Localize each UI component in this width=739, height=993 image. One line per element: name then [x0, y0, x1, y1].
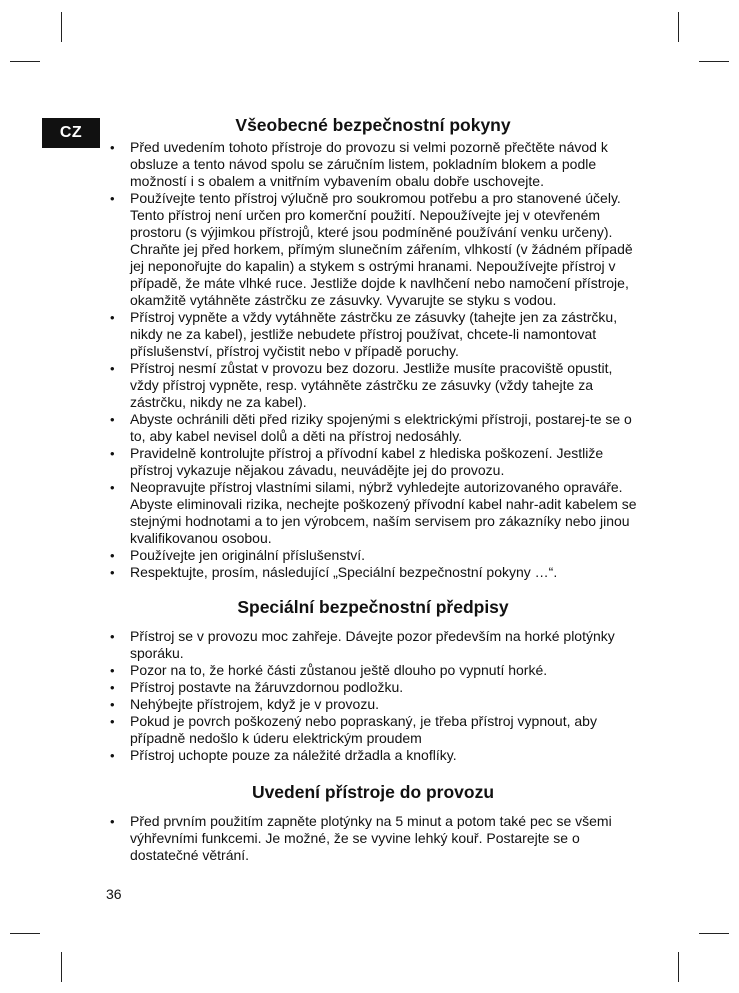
list-item: [108, 628, 638, 662]
bullet-icon: •: [110, 697, 115, 712]
item-text: Před uvedením tohoto přístroje do provozu si velmi pozorně přečtěte návod k obsluze a tento návod spolu se záručním listem, pokladním blokem a podle možností i s obalem a vnitřním vybavením obalu dobře uschovejte.: [130, 139, 608, 189]
list-item: [108, 813, 638, 864]
list-item: [108, 360, 638, 411]
bullet-icon: •: [110, 748, 115, 763]
list-item: [108, 190, 638, 309]
special-safety-section: [108, 596, 638, 764]
bullet-icon: •: [110, 714, 115, 729]
list-item: [108, 411, 638, 445]
list-item: [108, 564, 638, 581]
item-text: Nehýbejte přístrojem, když je v provozu.: [130, 696, 379, 712]
item-text: Používejte jen originální příslušenství.: [130, 547, 366, 563]
section-title: Všeobecné bezpečnostní pokyny: [235, 115, 511, 135]
item-text: Přístroj vypněte a vždy vytáhněte zástrčku ze zásuvky (tahejte jen za zástrčku, nikdy ne za kabel), jestliže nebudete přístroj používat, chcete-li namontovat příslušenství, přístroj vyčistit nebo v případě poruchy.: [130, 309, 618, 359]
crop-mark: [61, 952, 62, 982]
item-text: Používejte tento přístroj výlučně pro soukromou potřebu a pro stanovené účely. Tento přístroj není určen pro komerční použití. Nepoužívejte jej v otevřeném prostoru (s výjimkou přístrojů, které jsou podmíněné používání venku určeny). Chraňte jej před horkem, přímým slunečním zářením, vlhkostí (v žádném případě jej neponořujte do kapalin) a stykem s ostrými hranami. Nepoužívejte přístroj v případě, že máte vlhké ruce. Jestliže dojde k navlhčení nebo namočení přístroje, okamžitě vytáhněte zástrčku ze zásuvky. Vyvarujte se styku s vodou.: [130, 190, 633, 308]
list-item: [108, 445, 638, 479]
crop-mark: [699, 61, 729, 62]
bullet-icon: •: [110, 361, 115, 376]
bullet-icon: •: [110, 480, 115, 495]
section-title: Uvedení přístroje do provozu: [251, 782, 495, 802]
list-item: [108, 547, 638, 564]
bullet-icon: •: [110, 629, 115, 644]
bullet-icon: •: [110, 565, 115, 580]
page-number: 36: [106, 886, 122, 902]
item-text: Přístroj nesmí zůstat v provozu bez dozoru. Jestliže musíte pracoviště opustit, vždy přístroj vypněte, resp. vytáhněte zástrčku ze zásuvky (vždy tahejte za zástrčku, nikdy ne za kabel).: [130, 360, 613, 410]
item-text: Přístroj postavte na žáruvzdornou podložku.: [130, 679, 404, 695]
item-text: Pravidelně kontrolujte přístroj a přívodní kabel z hlediska poškození. Jestliže přístroj vykazuje nějakou závadu, neuvádějte jej do provozu.: [130, 445, 604, 478]
bullet-icon: •: [110, 140, 115, 155]
item-text: Přístroj uchopte pouze za náležité držadla a knoflíky.: [130, 747, 457, 763]
bullet-icon: •: [110, 814, 115, 829]
item-text: Před prvním použitím zapněte plotýnky na 5 minut a potom také pec se všemi výhřevními funkcemi. Je možné, že se vyvine lehký kouř. Postarejte se o dostatečné větrání.: [130, 813, 612, 863]
crop-mark: [10, 61, 40, 62]
crop-mark: [678, 12, 679, 42]
bullet-icon: •: [110, 310, 115, 325]
list-item: [108, 662, 638, 679]
crop-mark: [699, 933, 729, 934]
bullet-icon: •: [110, 663, 115, 678]
crop-mark: [678, 952, 679, 982]
item-text: Pokud je povrch poškozený nebo popraskaný, je třeba přístroj vypnout, aby případně nedošlo k úderu elektrickým proudem: [130, 713, 597, 746]
general-safety-section: [108, 114, 638, 581]
page-content: [108, 114, 638, 864]
item-text: Neopravujte přístroj vlastními silami, nýbrž vyhledejte autorizovaného opraváře. Abyste eliminovali rizika, nechejte poškozený přívodní kabel nahr-adit kabelem se stejnými hodnotami a to jen výrobcem, naším servisem pro zákazníky nebo jinou kvalifikovanou osobou.: [130, 479, 637, 546]
item-text: Pozor na to, že horké části zůstanou ještě dlouho po vypnutí horké.: [130, 662, 548, 678]
list-item: [108, 747, 638, 764]
list-item: [108, 696, 638, 713]
list-item: [108, 139, 638, 190]
list-item: [108, 479, 638, 547]
crop-mark: [10, 933, 40, 934]
list-item: [108, 679, 638, 696]
list-item: [108, 309, 638, 360]
crop-mark: [61, 12, 62, 42]
bullet-icon: •: [110, 412, 115, 427]
startup-section: [108, 781, 638, 864]
bullet-list: [108, 813, 638, 864]
bullet-icon: •: [110, 680, 115, 695]
section-title: Speciální bezpečnostní předpisy: [237, 597, 509, 617]
item-text: Abyste ochránili děti před riziky spojenými s elektrickými přístroji, postarej-te se o to, aby kabel nevisel dolů a děti na přístroj nedosáhly.: [130, 411, 632, 444]
list-item: [108, 713, 638, 747]
bullet-icon: •: [110, 446, 115, 461]
bullet-icon: •: [110, 191, 115, 206]
item-text: Přístroj se v provozu moc zahřeje. Dávejte pozor především na horké plotýnky sporáku.: [130, 628, 615, 661]
language-tab: CZ: [42, 118, 100, 148]
bullet-list: [108, 139, 638, 581]
item-text: Respektujte, prosím, následující „Speciální bezpečnostní pokyny …“.: [130, 564, 558, 580]
bullet-list: [108, 628, 638, 764]
bullet-icon: •: [110, 548, 115, 563]
